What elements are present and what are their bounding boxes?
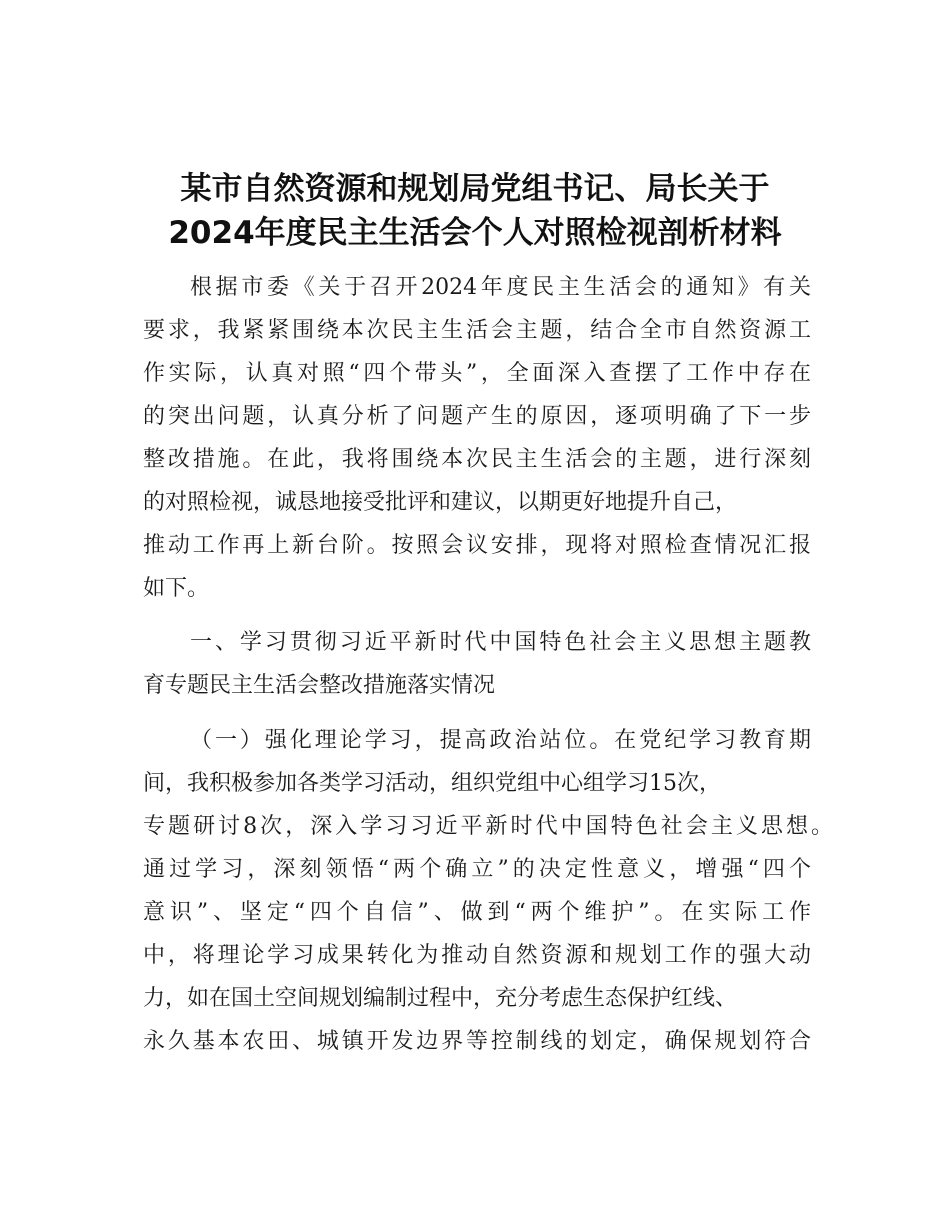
text-line: 意识”、坚定“四个自信”、做到“两个维护”。在实际工作 — [143, 900, 811, 925]
text-line: 通过学习，深刻领悟“两个确立”的决定性意义，增强“四个 — [143, 857, 811, 882]
text-line: 中，将理论学习成果转化为推动自然资源和规划工作的强大动 — [143, 943, 811, 968]
text-line: （一）强化理论学习，提高政治站位。在党纪学习教育期 — [190, 728, 811, 753]
text-line: 推动工作再上新台阶。按照会议安排，现将对照检查情况汇报 — [143, 533, 811, 558]
text-line: 根据市委《关于召开2024年度民主生活会的通知》有关 — [190, 275, 811, 300]
text-line: 的突出问题，认真分析了问题产生的原因，逐项明确了下一步 — [143, 404, 811, 429]
text-line: 作实际，认真对照“四个带头”，全面深入查摆了工作中存在 — [143, 361, 811, 386]
text-line: 力，如在国土空间规划编制过程中，充分考虑生态保护红线、 — [143, 986, 738, 1011]
text-line: 要求，我紧紧围绕本次民主生活会主题，结合全市自然资源工 — [143, 318, 811, 343]
text-line: 的对照检视，诚恳地接受批评和建议，以期更好地提升自己， — [143, 490, 738, 515]
text-line: 整改措施。在此，我将围绕本次民主生活会的主题，进行深刻 — [143, 447, 811, 472]
document-title-line-2: 2024年度民主生活会个人对照检视剖析材料 — [168, 215, 782, 251]
document-title-line-1: 某市自然资源和规划局党组书记、局长关于 — [180, 171, 770, 207]
text-line: 一、学习贯彻习近平新时代中国特色社会主义思想主题教 — [190, 630, 811, 655]
text-line: 育专题民主生活会整改措施落实情况 — [143, 673, 496, 698]
text-line: 如下。 — [143, 576, 210, 601]
text-line: 永久基本农田、城镇开发边界等控制线的划定，确保规划符合 — [143, 1029, 811, 1054]
text-line: 间，我积极参加各类学习活动，组织党组中心组学习15次， — [143, 771, 721, 796]
text-line: 专题研讨8次，深入学习习近平新时代中国特色社会主义思想。 — [143, 814, 833, 839]
